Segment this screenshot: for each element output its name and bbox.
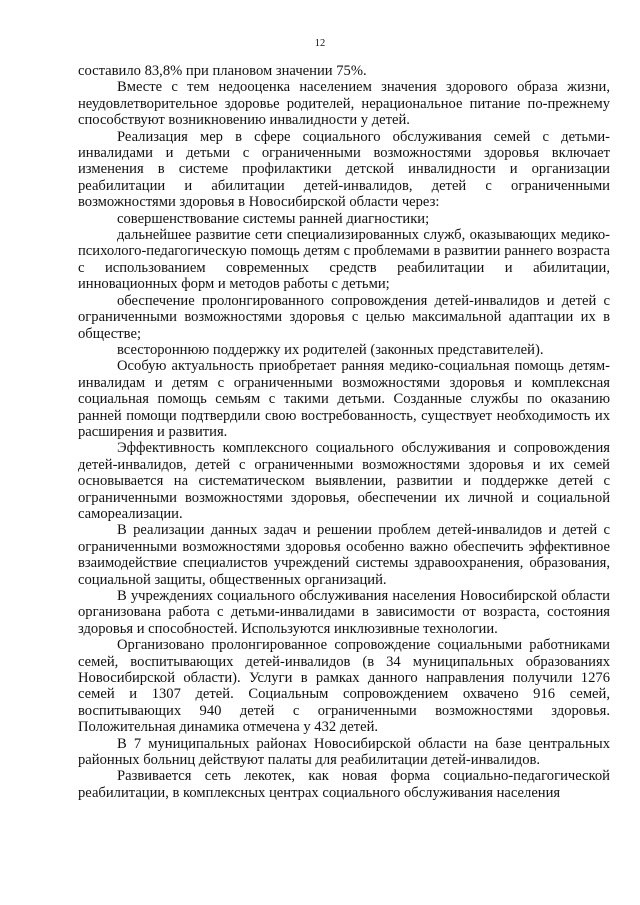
paragraph: В реализации данных задач и решении проблем детей-инвалидов и детей с ограниченными возможностями здоровья особенно важно обеспечить эффективное взаимодействие специалистов учреждений системы здравоохранения, образования, социальной защиты, общественных организаций. bbox=[78, 522, 610, 588]
page-number: 12 bbox=[314, 38, 326, 49]
paragraph: Вместе с тем недооценка населением значения здорового образа жизни, неудовлетворительное здоровье родителей, нерациональное питание по-прежнему способствуют возникновению инвалидности у детей. bbox=[78, 79, 610, 129]
paragraph: дальнейшее развитие сети специализированных служб, оказывающих медико-психолого-педагогическую помощь детям с проблемами в развитии раннего возраста с использованием современных средств реабилитации и абилитации, инновационных форм и методов работы с детьми; bbox=[78, 227, 610, 293]
paragraph: совершенствование системы ранней диагностики; bbox=[117, 210, 430, 227]
paragraph: всестороннюю поддержку их родителей (законных представителей). bbox=[117, 341, 544, 358]
paragraph: составило 83,8% при плановом значении 75%. bbox=[78, 63, 367, 79]
paragraph: В учреждениях социального обслуживания населения Новосибирской области организована работа с детьми-инвалидами в зависимости от возраста, состояния здоровья и способностей. Используются инклюзивные технологии. bbox=[78, 588, 610, 637]
document-body bbox=[78, 63, 610, 801]
paragraph: Реализация мер в сфере социального обслуживания семей с детьми-инвалидами и детьми с ограниченными возможностями здоровья включает изменения в системе профилактики детской инвалидности и организации реабилитации и абилитации детей-инвалидов, детей с ограниченными возможностями здоровья в Новосибирской области через: bbox=[78, 128, 610, 211]
paragraph: Организовано пролонгированное сопровождение социальными работниками семей, воспитывающих детей-инвалидов (в 34 муниципальных образованиях Новосибирской области). Услуги в рамках данного направления получили 1276 семей и 1307 детей. Социальным сопровождением охвачено 916 семей, воспитывающих 940 детей с ограниченными возможностями здоровья. Положительная динамика отмечена у 432 детей. bbox=[78, 637, 610, 736]
paragraph: Особую актуальность приобретает ранняя медико-социальная помощь детям-инвалидам и детям с ограниченными возможностями здоровья и комплексная социальная помощь семьям с такими детьми. Созданные службы по оказанию ранней помощи подтвердили свою востребованность, существует необходимость их расширения и развития. bbox=[78, 358, 610, 440]
paragraph: обеспечение пролонгированного сопровождения детей-инвалидов и детей с ограниченными возможностями здоровья с целью максимальной адаптации их в обществе; bbox=[78, 292, 610, 342]
paragraph: Развивается сеть лекотек, как новая форма социально-педагогической реабилитации, в комплексных центрах социального обслуживания населения bbox=[78, 768, 610, 801]
paragraph: В 7 муниципальных районах Новосибирской области на базе центральных районных больниц действуют палаты для реабилитации детей-инвалидов. bbox=[78, 735, 610, 769]
paragraph: Эффективность комплексного социального обслуживания и сопровождения детей-инвалидов, детей с ограниченными возможностями здоровья и их семей основывается на систематическом выявлении, развитии и поддержке детей с ограниченными возможностями здоровья, обеспечении их личной и социальной самореализации. bbox=[78, 440, 610, 522]
